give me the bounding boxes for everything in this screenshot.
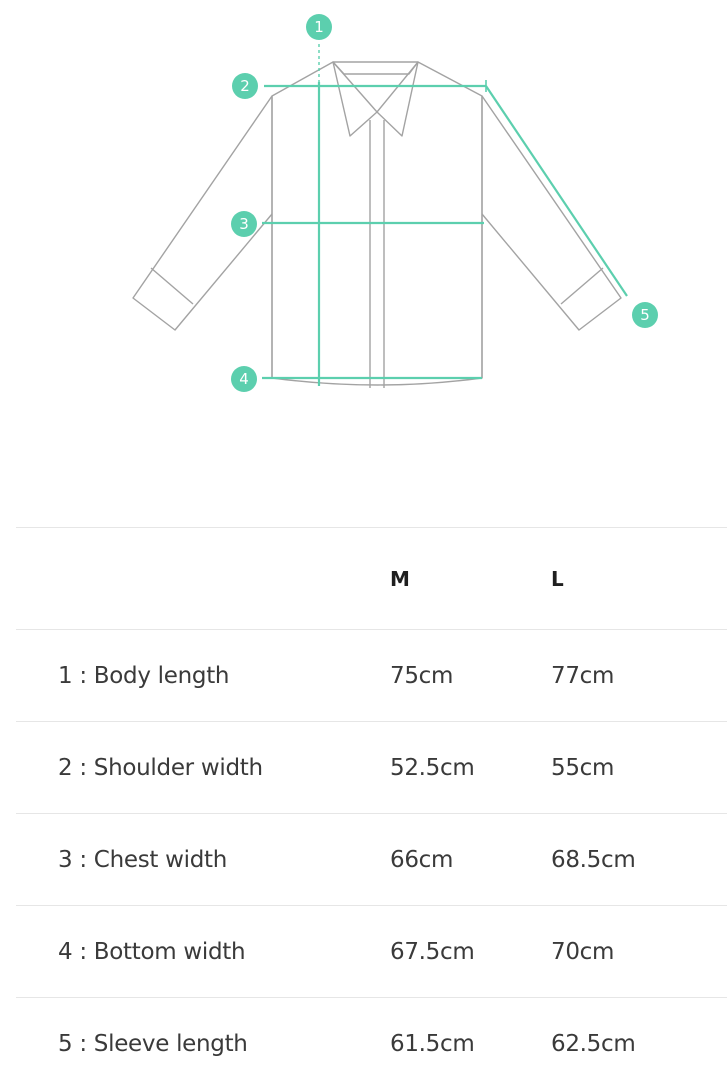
marker-4-number: 4 — [239, 370, 249, 388]
size-m-value: 75cm — [390, 630, 551, 722]
header-measurement — [16, 528, 390, 630]
size-chart-table — [16, 527, 727, 1089]
marker-3-number: 3 — [239, 215, 249, 233]
table-row — [16, 998, 727, 1089]
row-label: 2 : Shoulder width — [16, 722, 390, 814]
marker-3 — [231, 211, 257, 237]
left-cuff — [151, 268, 193, 304]
marker-1 — [306, 14, 332, 40]
row-label: 4 : Bottom width — [16, 906, 390, 998]
collar-right — [377, 62, 418, 136]
left-sleeve — [133, 96, 272, 330]
size-table-header — [16, 528, 727, 630]
table-row — [16, 906, 727, 998]
shirt-outline — [133, 62, 621, 388]
size-l-value: 68.5cm — [551, 814, 727, 906]
table-row — [16, 722, 727, 814]
size-m-value: 67.5cm — [390, 906, 551, 998]
marker-5 — [632, 302, 658, 328]
collar-band — [333, 62, 418, 74]
size-m-value: 52.5cm — [390, 722, 551, 814]
size-l-value: 77cm — [551, 630, 727, 722]
marker-4 — [231, 366, 257, 392]
marker-1-number: 1 — [314, 18, 324, 36]
size-m-value: 66cm — [390, 814, 551, 906]
size-l-value: 62.5cm — [551, 998, 727, 1089]
marker-2 — [232, 73, 258, 99]
table-row — [16, 630, 727, 722]
shirt-diagram-svg — [0, 0, 727, 420]
marker-2-number: 2 — [240, 77, 250, 95]
size-l-value: 70cm — [551, 906, 727, 998]
table-row — [16, 814, 727, 906]
measurement-markers — [231, 14, 658, 392]
size-m-value: 61.5cm — [390, 998, 551, 1089]
right-cuff — [561, 268, 603, 304]
right-sleeve — [482, 96, 621, 330]
row-label: 1 : Body length — [16, 630, 390, 722]
header-size-m: M — [390, 528, 551, 630]
marker-5-number: 5 — [640, 306, 650, 324]
sleeve-length-line — [486, 86, 627, 296]
row-label: 3 : Chest width — [16, 814, 390, 906]
header-size-l: L — [551, 528, 727, 630]
measurement-lines — [262, 44, 627, 386]
row-label: 5 : Sleeve length — [16, 998, 390, 1089]
shirt-measurement-diagram — [0, 0, 727, 420]
size-l-value: 55cm — [551, 722, 727, 814]
